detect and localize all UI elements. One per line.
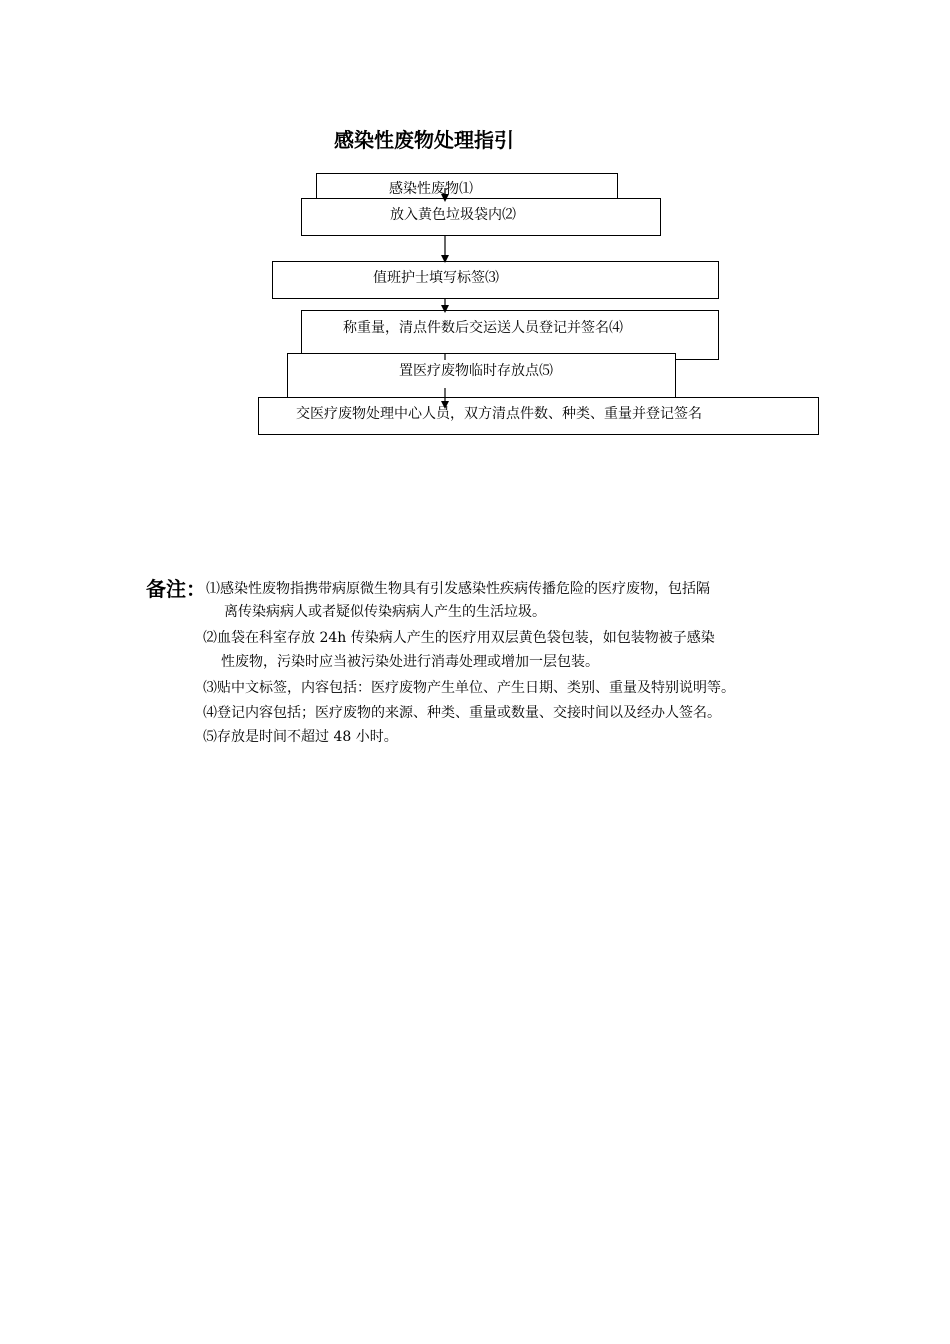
flow-step-label: 感染性废物⑴ bbox=[389, 181, 473, 197]
flow-step-label: 值班护士填写标签⑶ bbox=[373, 270, 499, 286]
note-line: ⑷登记内容包括；医疗废物的来源、种类、重量或数量、交接时间以及经办人签名。 bbox=[203, 705, 721, 721]
note-line: ⑶贴中文标签，内容包括：医疗废物产生单位、产生日期、类别、重量及特别说明等。 bbox=[203, 680, 735, 696]
note-line: ⑴感染性废物指携带病原微生物具有引发感染性疾病传播危险的医疗废物，包括隔 bbox=[206, 581, 710, 597]
flow-step-temp-storage bbox=[287, 353, 676, 398]
flow-step-label: 置医疗废物临时存放点⑸ bbox=[399, 363, 553, 379]
note-line: 性废物，污染时应当被污染处进行消毒处理或增加一层包装。 bbox=[221, 654, 599, 670]
flow-step-label: 称重量，清点件数后交运送人员登记并签名⑷ bbox=[343, 320, 623, 336]
flow-step-yellow-bag bbox=[301, 198, 661, 236]
flow-step-label: 交医疗废物处理中心人员，双方清点件数、种类、重量并登记签名 bbox=[296, 406, 702, 422]
page-title: 感染性废物处理指引 bbox=[334, 128, 514, 152]
note-line: ⑵血袋在科室存放 24h 传染病人产生的医疗用双层黄色袋包装，如包装物被子感染 bbox=[203, 630, 715, 646]
flow-step-infectious-waste bbox=[316, 173, 618, 200]
flow-step-handover bbox=[258, 397, 819, 435]
note-line: ⑸存放是时间不超过 48 小时。 bbox=[203, 729, 398, 745]
notes-label: 备注： bbox=[146, 577, 206, 601]
flow-step-nurse-label bbox=[272, 261, 719, 299]
note-line: 离传染病病人或者疑似传染病病人产生的生活垃圾。 bbox=[224, 604, 546, 620]
flow-step-label: 放入黄色垃圾袋内⑵ bbox=[390, 207, 516, 223]
